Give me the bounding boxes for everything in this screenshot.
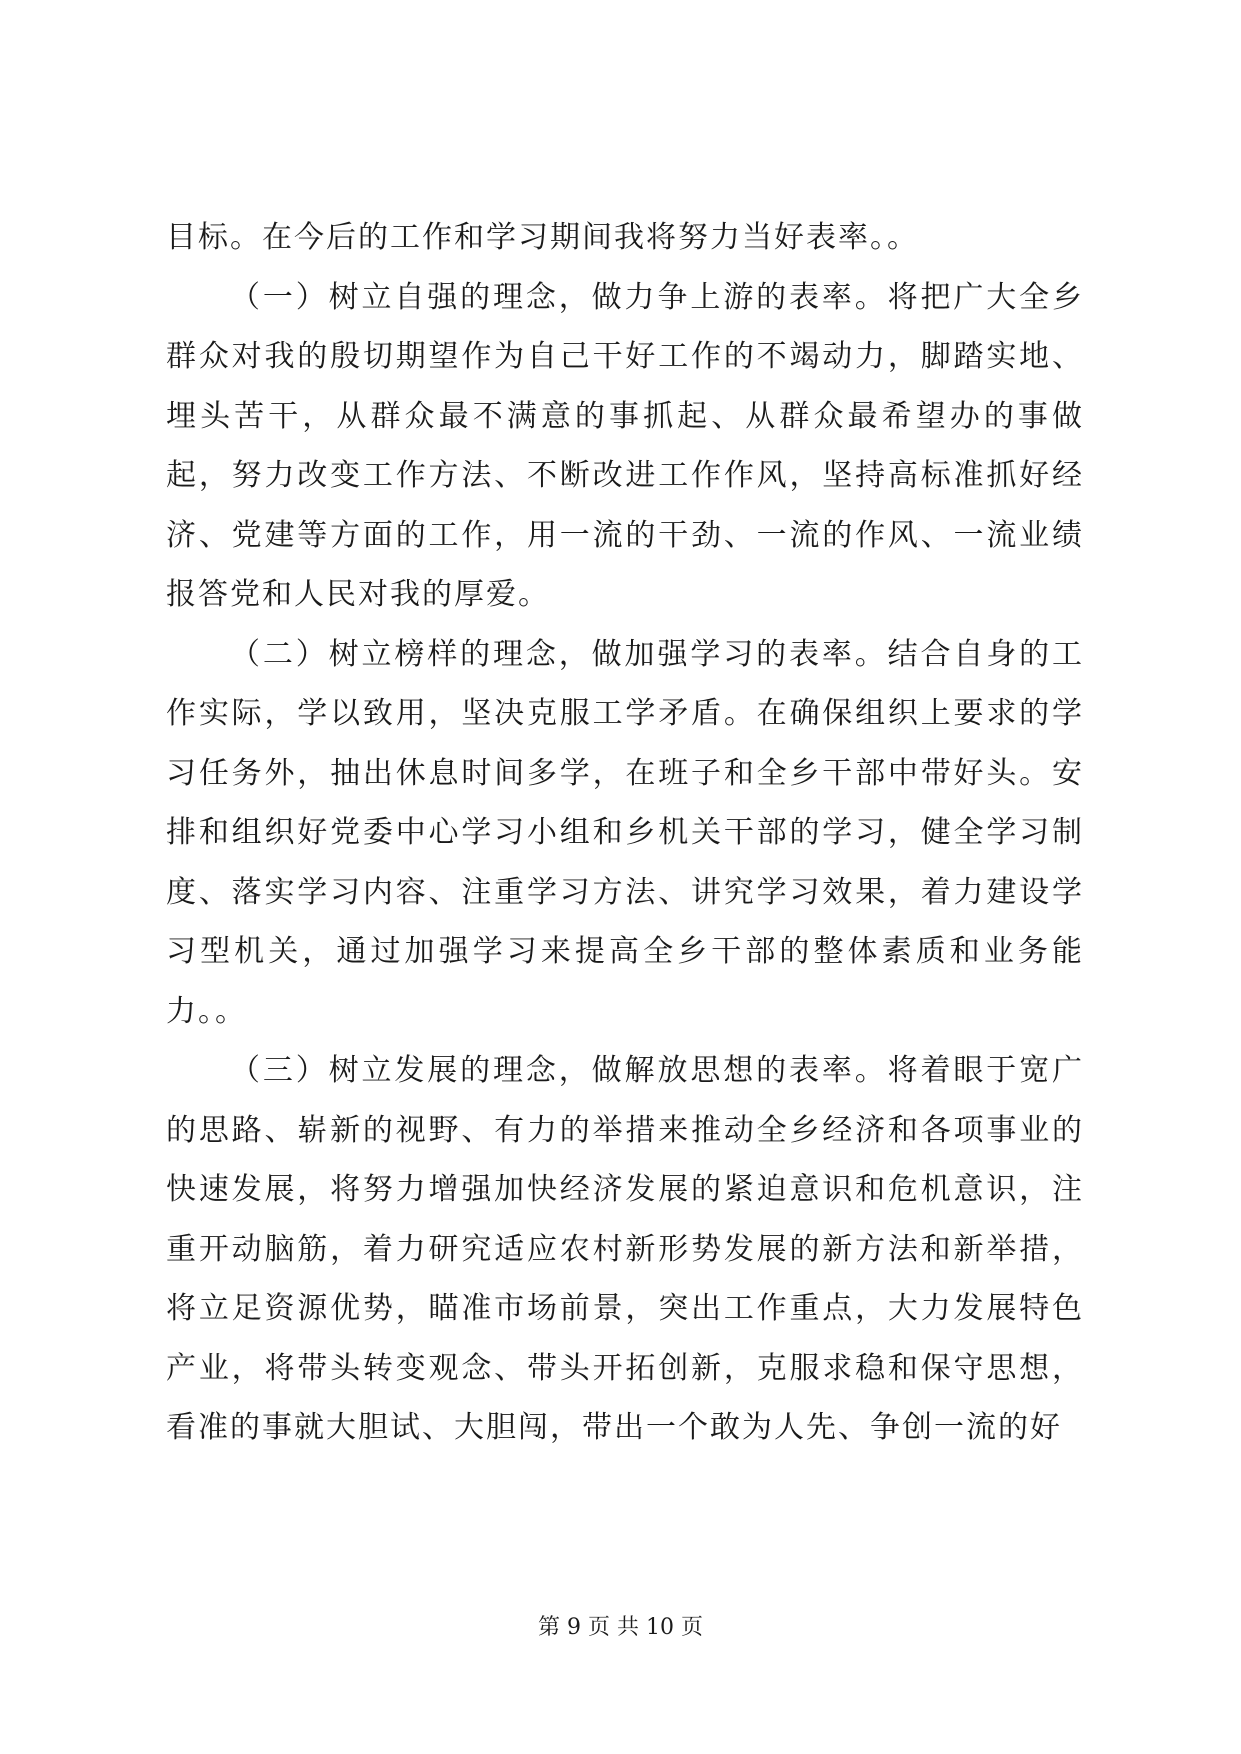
paragraph-section-1: （一）树立自强的理念，做力争上游的表率。将把广大全乡群众对我的殷切期望作为自己干好工作的不竭动力，脚踏实地、埋头苦干，从群众最不满意的事抓起、从群众最希望办的事做起，努力改变工作方法、不断改进工作作风，坚持高标准抓好经济、党建等方面的工作，用一流的干劲、一流的作风、一流业绩报答党和人民对我的厚爱。: [166, 279, 1084, 612]
paragraph-continuation: 目标。在今后的工作和学习期间我将努力当好表率。。: [166, 220, 919, 255]
document-body: [166, 208, 1084, 1458]
page-footer: 第 9 页 共 10 页: [538, 1615, 703, 1640]
paragraph-section-2: （二）树立榜样的理念，做加强学习的表率。结合自身的工作实际，学以致用，坚决克服工学矛盾。在确保组织上要求的学习任务外，抽出休息时间多学，在班子和全乡干部中带好头。安排和组织好党委中心学习小组和乡机关干部的学习，健全学习制度、落实学习内容、注重学习方法、讲究学习效果，着力建设学习型机关，通过加强学习来提高全乡干部的整体素质和业务能力。。: [166, 636, 1084, 1029]
paragraph-section-3: （三）树立发展的理念，做解放思想的表率。将着眼于宽广的思路、崭新的视野、有力的举措来推动全乡经济和各项事业的快速发展，将努力增强加快经济发展的紧迫意识和危机意识，注重开动脑筋，着力研究适应农村新形势发展的新方法和新举措，将立足资源优势，瞄准市场前景，突出工作重点，大力发展特色产业，将带头转变观念、带头开拓创新，克服求稳和保守思想，看准的事就大胆试、大胆闯，带出一个敢为人先、争创一流的好: [166, 1053, 1084, 1445]
